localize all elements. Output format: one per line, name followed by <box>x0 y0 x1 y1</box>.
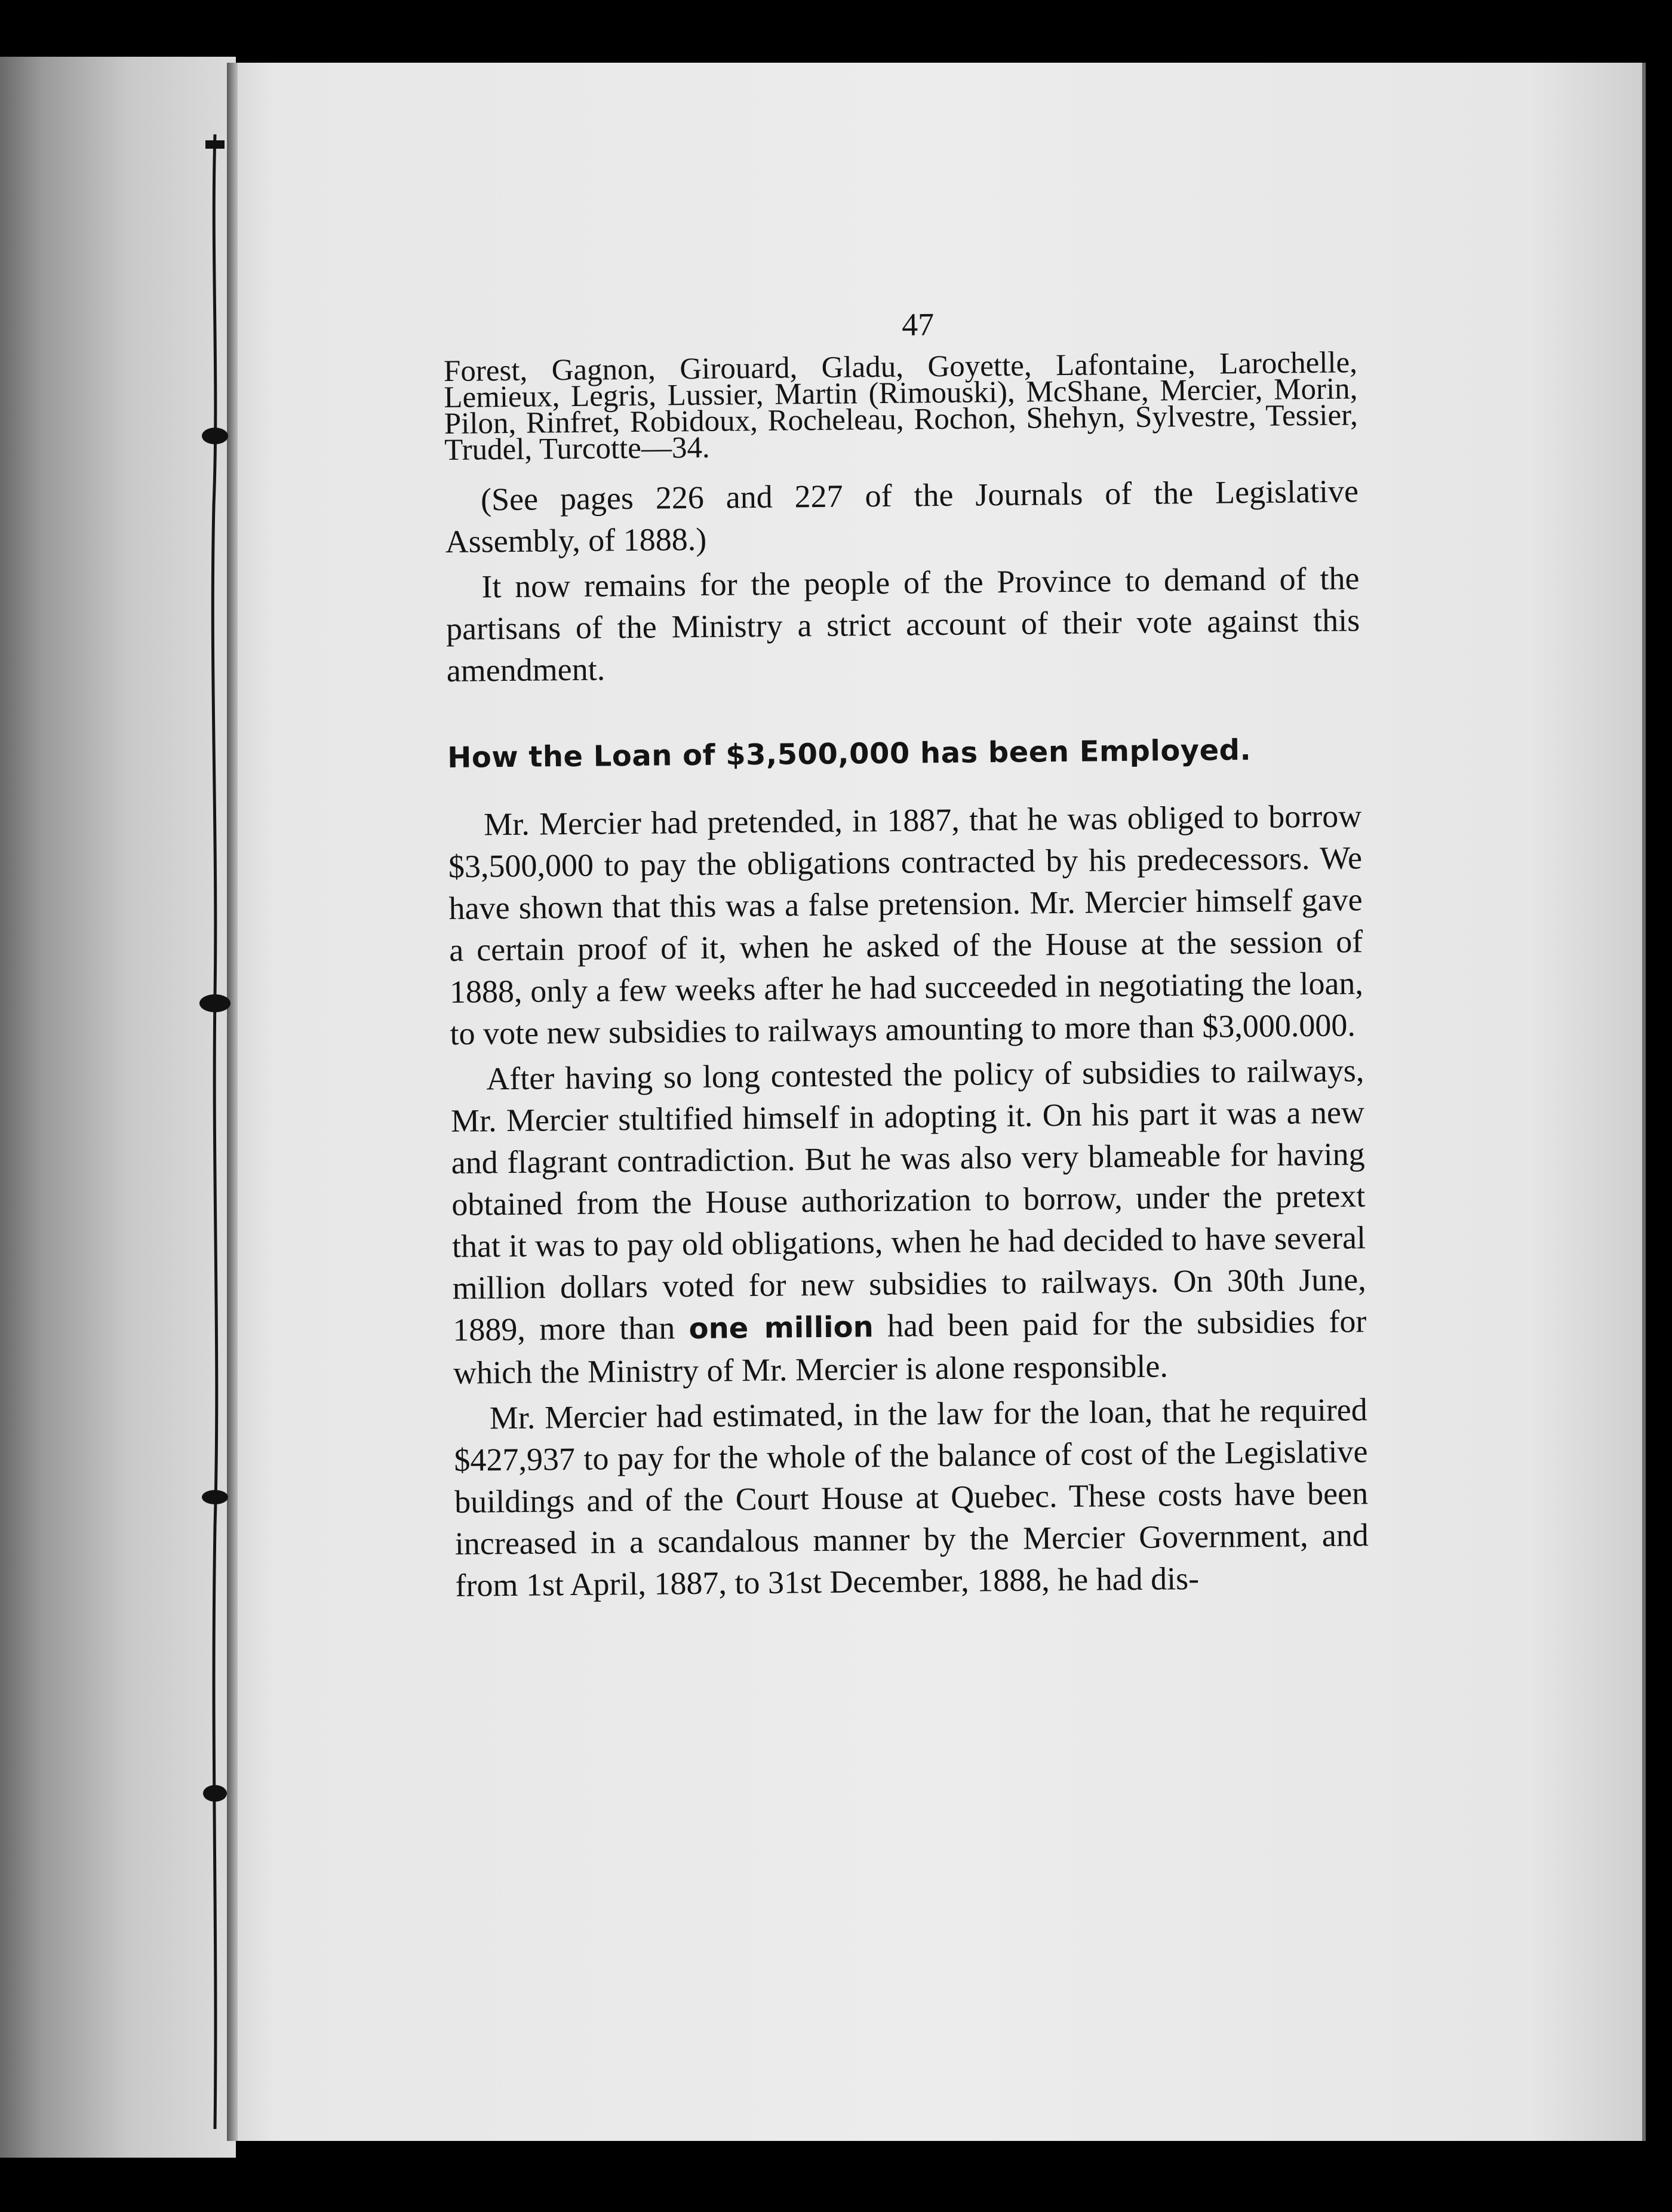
loan-paragraph-1: Mr. Mercier had pretended, in 1887, that he was obliged to borrow $3,500,000 to pay the obligations contracted by his predecessors. We have shown that this was a false pretension. Mr. Mercier himself gave a certain proof of it, when he asked of the House at the session of 1888, only a few weeks after he had succeeded in negotiating the loan, to vote new subsidies to railways amounting to more than $3,000.000. <box>448 798 1364 1052</box>
remains-paragraph: It now remains for the people of the Province to demand of the partisans of the Ministry a strict account of their vote against this amendment. <box>445 560 1360 689</box>
loan-paragraph-2-before: After having so long contested the policy of subsidies to railways, Mr. Mercier stultified himself in adopting it. On his part it was a new and flagrant contradiction. But he was also very blameable for having obtained from the House authorization to borrow, under the pretext that it was to pay old obligations, when he had decided to have several million dollars voted for new subsidies to railways. On 30th June, 1889, more than <box>450 1052 1366 1348</box>
section-heading: How the Loan of $3,500,000 has been Employed. <box>447 733 1252 775</box>
loan-paragraph-2-after: had been paid for the subsidies for which the Ministry of Mr. Mercier is alone responsible. <box>453 1303 1367 1391</box>
journal-reference-paragraph: (See pages 226 and 227 of the Journals of the Legislative Assembly, of 1888.) <box>445 473 1359 560</box>
page-number: 47 <box>901 306 935 343</box>
page-text <box>443 302 1369 1606</box>
binding-thread <box>197 134 233 2129</box>
emphasis-one-million: one million <box>689 1310 874 1346</box>
names-paragraph: Forest, Gagnon, Girouard, Gladu, Goyette, Lafontaine, Larochelle, Lemieux, Legris, Lussier, Martin (Rimouski), McShane, Mercier, Morin, Pilon, Rinfret, Robidoux, Rocheleau, Rochon, Shehyn, Sylvestre, Tessier, Trudel, Turcotte—34. <box>443 346 1359 467</box>
loan-paragraph-2 <box>450 1049 1367 1394</box>
loan-paragraph-3: Mr. Mercier had estimated, in the law for the loan, that he required $427,937 to pay for the whole of the balance of cost of the Legislative buildings and of the Court House at Quebec. These costs have been increased in a scandalous manner by the Mercier Government, and from 1st April, 1887, to 31st December, 1888, he had dis- <box>454 1391 1369 1603</box>
